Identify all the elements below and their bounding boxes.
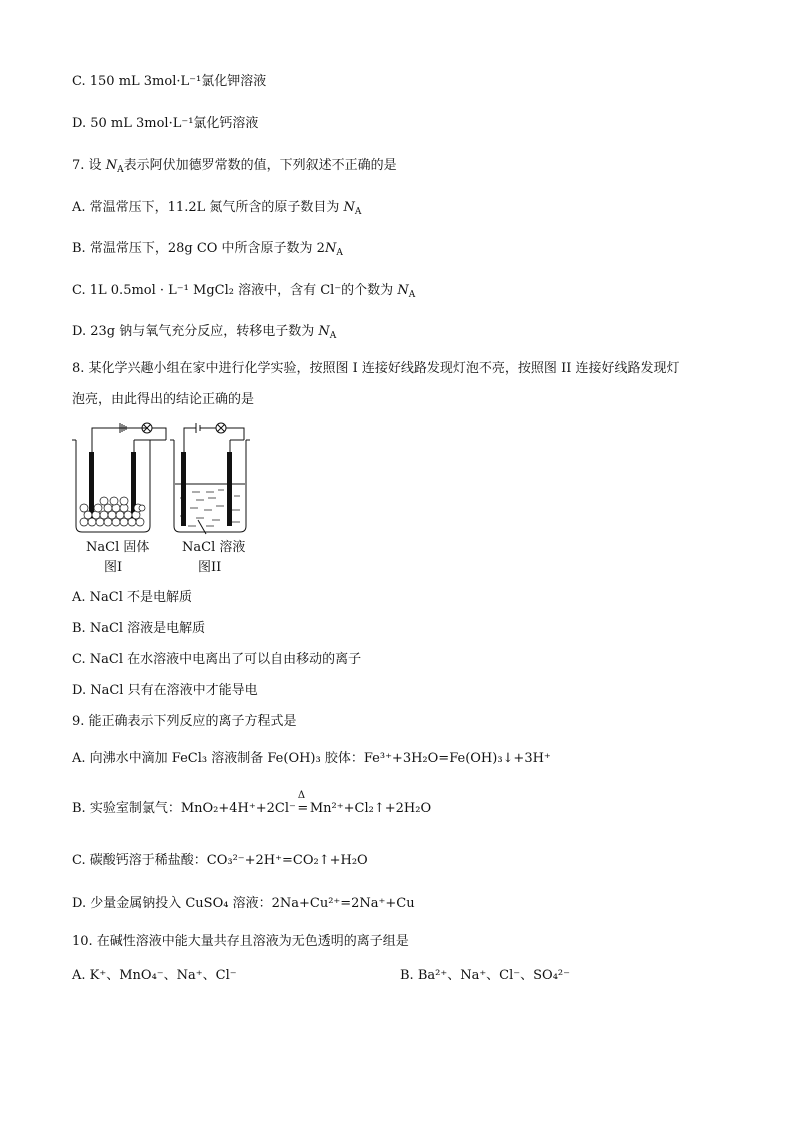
question-9: 9. 能正确表示下列反应的离子方程式是	[72, 714, 297, 729]
q9b-text: B. 实验室制氯气：MnO₂+4H⁺+2Cl⁻	[72, 801, 296, 816]
na-symbol: N	[397, 283, 409, 298]
option-8a: A. NaCl 不是电解质	[72, 590, 193, 605]
option-10b: B. Ba²⁺、Na⁺、Cl⁻、SO₄²⁻	[400, 968, 570, 983]
option-9b	[72, 790, 432, 818]
na-sub: A	[117, 165, 124, 175]
option-7b	[72, 240, 343, 262]
na-symbol: N	[105, 158, 118, 173]
question-10: 10. 在碱性溶液中能大量共存且溶液为无色透明的离子组是	[72, 934, 409, 949]
q7a-text: A. 常温常压下，11.2L 氮气所含的原子数目为	[72, 200, 340, 215]
option-7d	[72, 323, 336, 345]
q7b-text: B. 常温常压下，28g CO 中所含原子数为 2	[72, 241, 325, 256]
option-6d: D. 50 mL 3mol·L⁻¹氯化钙溶液	[72, 116, 259, 131]
option-10a: A. K⁺、MnO₄⁻、Na⁺、Cl⁻	[72, 968, 237, 983]
option-8d: D. NaCl 只有在溶液中才能导电	[72, 683, 258, 698]
option-6c: C. 150 mL 3mol·L⁻¹氯化钾溶液	[72, 74, 267, 89]
option-7c	[72, 282, 415, 304]
na-sub: A	[408, 290, 416, 300]
na-sub: A	[329, 331, 337, 341]
q7-prefix: 7. 设	[72, 158, 102, 173]
fig2-caption: 图II	[198, 560, 222, 575]
option-9d: D. 少量金属钠投入 CuSO₄ 溶液：2Na+Cu²⁺=2Na⁺+Cu	[72, 896, 415, 911]
fig1-label: NaCl 固体	[86, 540, 150, 555]
na-symbol: N	[343, 200, 355, 215]
option-9a: A. 向沸水中滴加 FeCl₃ 溶液制备 Fe(OH)₃ 胶体：Fe³⁺+3H₂O=Fe(OH)₃↓+3H⁺	[72, 751, 551, 766]
na-sub: A	[336, 248, 343, 258]
option-8b: B. NaCl 溶液是电解质	[72, 621, 206, 636]
equals-sign: =	[297, 801, 309, 816]
na-symbol: N	[318, 324, 330, 339]
q7c-text: C. 1L 0.5mol · L⁻¹ MgCl₂ 溶液中，含有 Cl⁻的个数为	[72, 283, 394, 298]
question-8-line1: 8. 某化学兴趣小组在家中进行化学实验，按照图 I 连接好线路发现灯泡不亮，按照图 II 连接好线路发现灯	[72, 361, 680, 376]
option-7a	[72, 199, 361, 221]
na-sub: A	[354, 207, 362, 217]
option-9c: C. 碳酸钙溶于稀盐酸：CO₃²⁻+2H⁺=CO₂↑+H₂O	[72, 853, 368, 868]
q7-suffix: 表示阿伏加德罗常数的值，下列叙述不正确的是	[123, 158, 397, 173]
fig2-label: NaCl 溶液	[182, 540, 246, 555]
option-8c: C. NaCl 在水溶液中电离出了可以自由移动的离子	[72, 652, 362, 667]
q9b-rest: Mn²⁺+Cl₂↑+2H₂O	[309, 801, 432, 816]
fig1-caption: 图I	[104, 560, 123, 575]
na-symbol: N	[324, 241, 337, 256]
circuit-figure	[68, 422, 254, 575]
q7d-text: D. 23g 钠与氧气充分反应，转移电子数为	[72, 324, 315, 339]
question-8-line2: 泡亮，由此得出的结论正确的是	[72, 392, 255, 407]
heat-condition	[296, 790, 310, 818]
question-7	[72, 157, 397, 179]
delta-symbol: Δ	[297, 790, 306, 801]
